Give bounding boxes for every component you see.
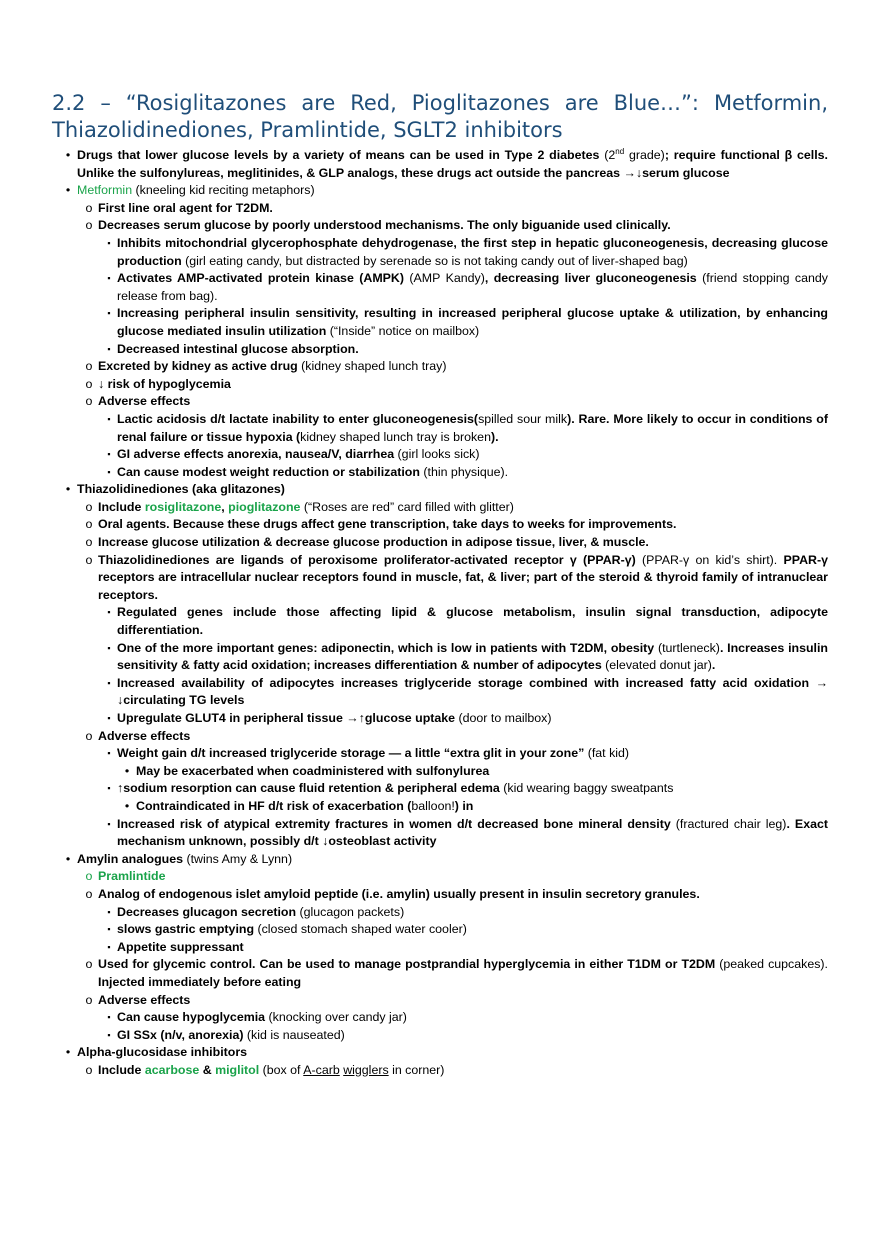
list-item <box>0 956 880 991</box>
adverse-text: . Exact mechanism unknown, possibly d/t ↓osteoblast activity <box>117 816 828 849</box>
list-item <box>0 728 880 746</box>
mnemonic: spilled sour milk <box>478 411 568 426</box>
drug-name-metformin: Metformin <box>77 183 133 198</box>
section-heading-agi: Alpha-glucosidase inhibitors <box>77 1045 248 1060</box>
notes-body <box>0 147 880 1079</box>
mnemonic: (kidney shaped lunch tray) <box>297 359 447 374</box>
list-item <box>0 534 880 552</box>
intro-grade: (2 <box>599 148 616 162</box>
mnemonic: (AMP Kandy) <box>404 271 485 286</box>
drug-name-pioglitazone: pioglitazone <box>228 499 301 514</box>
gene-text: . Increases insulin sensitivity & fatty acid oxidation; increases differentiation & number of adipocytes <box>117 640 828 673</box>
list-item <box>0 992 880 1010</box>
include-label: Include <box>98 1062 145 1077</box>
page-title: 2.2 – “Rosiglitazones are Red, Pioglitazones are Blue…”: Metformin, Thiazolidinediones, Pramlintide, SGLT2 inhibitors <box>52 91 828 142</box>
adverse-subtext: May be exacerbated when coadministered with sulfonylurea <box>136 763 490 778</box>
amylin-analog: Analog of endogenous islet amyloid peptide (i.e. amylin) usually present in insulin secretory granules. <box>98 886 700 901</box>
list-item <box>0 710 880 728</box>
adverse-text: GI adverse effects anorexia, nausea/V, diarrhea <box>117 447 395 462</box>
adverse-text: ↑sodium resorption can cause fluid retention & peripheral edema <box>117 781 500 796</box>
bullet-icon <box>82 516 96 534</box>
effect-text: slows gastric emptying <box>117 922 255 937</box>
list-item <box>0 516 880 534</box>
list-item <box>0 341 880 359</box>
list-item <box>0 798 880 816</box>
list-item <box>0 270 880 305</box>
excretion-text: Excreted by kidney as active drug <box>98 359 298 374</box>
list-item <box>0 464 880 482</box>
separator: & <box>199 1062 216 1077</box>
mnemonic: (knocking over candy jar) <box>265 1010 407 1025</box>
tzd-ligand: Thiazolidinediones are ligands of peroxisome proliferator-activated receptor γ (PPAR-γ) <box>98 552 636 567</box>
intro-text: Drugs that lower glucose levels by a variety of means can be used in Type 2 diabetes <box>77 148 600 162</box>
drug-name-miglitol: miglitol <box>215 1062 260 1077</box>
bullet-icon <box>82 499 96 517</box>
list-item <box>0 376 880 394</box>
list-item <box>0 851 880 869</box>
gene-text: Upregulate GLUT4 in peripheral tissue →↑glucose uptake <box>117 711 456 725</box>
mnemonic-underlined: A-carb <box>303 1062 340 1077</box>
bullet-icon <box>61 851 75 869</box>
mnemonic: (girl eating candy, but distracted by serenade so is not taking candy out of liver-shaped bag) <box>181 253 688 268</box>
list-item <box>0 147 880 182</box>
bullet-icon <box>82 552 96 570</box>
bullet-icon <box>82 393 96 411</box>
hypoglycemia-risk: ↓ risk of hypoglycemia <box>98 376 231 391</box>
mnemonic: (twins Amy & Lynn) <box>183 851 293 866</box>
list-item <box>0 411 880 446</box>
bullet-icon <box>102 1027 116 1045</box>
mnemonic: (kid wearing baggy sweatpants <box>499 781 674 796</box>
bullet-icon <box>102 1009 116 1027</box>
mechanism-text: Inhibits mitochondrial glycerophosphate dehydrogenase, the first step in hepatic gluconeogenesis, decreasing glucose production <box>117 235 828 268</box>
intro-sup: nd <box>615 146 625 156</box>
bullet-icon <box>82 534 96 552</box>
tzd-receptor: PPAR-γ receptors are intracellular nuclear receptors found in muscle, fat, & liver; part of the steroid & thyroid family of intranuclear receptors. <box>98 552 828 602</box>
mnemonic: (friend stopping candy release from bag). <box>117 271 828 303</box>
drug-name-rosiglitazone: rosiglitazone <box>144 499 222 514</box>
list-item <box>0 499 880 517</box>
mnemonic: kidney shaped lunch tray is broken <box>300 429 491 444</box>
mnemonic: (box of <box>259 1062 304 1077</box>
bullet-icon <box>61 1044 75 1062</box>
mnemonic: (PPAR-γ on kid’s shirt). <box>635 552 778 567</box>
section-heading-amylin: Amylin analogues <box>77 851 184 866</box>
adverse-text: Can cause hypoglycemia <box>117 1010 266 1025</box>
list-item <box>0 939 880 957</box>
mnemonic: (kid is nauseated) <box>243 1027 345 1042</box>
adverse-text: Weight gain d/t increased triglyceride storage — a little “extra glit in your zone” <box>117 746 585 761</box>
adverse-text: Increased risk of atypical extremity fractures in women d/t decreased bone mineral density <box>117 816 671 831</box>
gene-text: Increased availability of adipocytes increases triglyceride storage combined with increased fatty acid oxidation → ↓circulating TG levels <box>117 675 828 708</box>
list-item <box>0 921 880 939</box>
adverse-effects-heading: Adverse effects <box>98 992 191 1007</box>
list-item <box>0 358 880 376</box>
bullet-icon <box>102 446 116 464</box>
mnemonic: (fractured chair leg) <box>670 816 787 831</box>
bullet-icon <box>102 270 116 288</box>
drug-name-acarbose: acarbose <box>144 1062 200 1077</box>
mnemonic: (door to mailbox) <box>455 711 552 725</box>
metformin-mechanism: Decreases serum glucose by poorly understood mechanisms. The only biguanide used clinically. <box>98 218 671 233</box>
list-item <box>0 305 880 340</box>
mechanism-text: Activates AMP-activated protein kinase (AMPK) <box>117 271 404 286</box>
bullet-icon <box>61 147 75 165</box>
tzd-oral: Oral agents. Because these drugs affect gene transcription, take days to weeks for improvements. <box>98 517 677 532</box>
adverse-text: Can cause modest weight reduction or stabilization <box>117 464 420 479</box>
list-item <box>0 675 880 710</box>
bullet-icon <box>102 780 116 798</box>
adverse-text: ). Rare. More likely to occur in conditions of renal failure or tissue hypoxia ( <box>117 411 828 444</box>
bullet-icon <box>102 411 116 429</box>
list-item <box>0 235 880 270</box>
bullet-icon <box>102 305 116 323</box>
list-item <box>0 182 880 200</box>
list-item <box>0 393 880 411</box>
include-label: Include <box>98 499 145 514</box>
bullet-icon <box>102 675 116 693</box>
bullet-icon <box>102 904 116 922</box>
bullet-icon <box>82 376 96 394</box>
list-item <box>0 745 880 763</box>
bullet-icon <box>82 868 96 886</box>
bullet-icon <box>102 640 116 658</box>
bullet-icon <box>82 217 96 235</box>
list-item <box>0 640 880 675</box>
list-item <box>0 446 880 464</box>
mnemonic: (peaked cupcakes). <box>715 957 828 972</box>
list-item <box>0 481 880 499</box>
mnemonic: (girl looks sick) <box>394 447 480 462</box>
bullet-icon <box>102 235 116 253</box>
gene-text: . <box>711 658 716 673</box>
bullet-icon <box>82 886 96 904</box>
list-item <box>0 868 880 886</box>
use-text: Used for glycemic control. Can be used to manage postprandial hyperglycemia in either T1DM or T2DM <box>98 957 716 972</box>
mechanism-text: Decreased intestinal glucose absorption. <box>117 341 359 356</box>
list-item <box>0 904 880 922</box>
list-item <box>0 552 880 605</box>
adverse-subtext: Contraindicated in HF d/t risk of exacerbation ( <box>136 798 412 813</box>
list-item <box>0 217 880 235</box>
bullet-icon <box>61 182 75 200</box>
bullet-icon <box>102 341 116 359</box>
bullet-icon <box>102 464 116 482</box>
bullet-icon <box>61 481 75 499</box>
drug-name-pramlintide: Pramlintide <box>98 869 166 884</box>
bullet-icon <box>102 939 116 957</box>
bullet-icon <box>82 1062 96 1080</box>
bullet-icon <box>82 992 96 1010</box>
mnemonic: (thin physique). <box>419 464 509 479</box>
mechanism-text: Increasing peripheral insulin sensitivity, resulting in increased peripheral glucose uptake & utilization, by enhancing glucose mediated insulin utilization <box>117 306 828 338</box>
bullet-icon <box>102 745 116 763</box>
list-item <box>0 763 880 781</box>
bullet-icon <box>120 763 134 781</box>
adverse-text: GI SSx (n/v, anorexia) <box>117 1027 244 1042</box>
list-item <box>0 1062 880 1080</box>
bullet-icon <box>102 604 116 622</box>
adverse-text: Lactic acidosis d/t lactate inability to enter gluconeogenesis( <box>117 411 479 426</box>
mnemonic: (turtleneck) <box>654 640 720 655</box>
list-item <box>0 886 880 904</box>
use-text: Injected immediately before eating <box>98 974 302 989</box>
effect-text: Appetite suppressant <box>117 939 244 954</box>
bullet-icon <box>82 956 96 974</box>
mnemonic: (fat kid) <box>584 746 630 761</box>
adverse-effects-heading: Adverse effects <box>98 394 191 409</box>
separator: , <box>221 499 229 514</box>
bullet-icon <box>82 358 96 376</box>
list-item <box>0 816 880 851</box>
list-item <box>0 1044 880 1062</box>
list-item <box>0 604 880 639</box>
metformin-first-line: First line oral agent for T2DM. <box>98 200 273 215</box>
section-heading-tzd: Thiazolidinediones (aka glitazones) <box>77 482 285 497</box>
list-item <box>0 1027 880 1045</box>
effect-text: Decreases glucagon secretion <box>117 904 297 919</box>
bullet-icon <box>102 921 116 939</box>
adverse-text: ). <box>490 429 499 444</box>
tzd-increase: Increase glucose utilization & decrease glucose production in adipose tissue, liver, & muscle. <box>98 535 649 550</box>
mnemonic: (“Inside” notice on mailbox) <box>326 323 480 338</box>
bullet-icon <box>102 710 116 728</box>
bullet-icon <box>82 728 96 746</box>
intro-text-2: ; require functional β cells. Unlike the sulfonylureas, meglitinides, & GLP analogs, these drugs act outside the pancreas →↓serum glucose <box>77 148 828 180</box>
mnemonic: in corner) <box>388 1062 445 1077</box>
intro-grade-end: grade) <box>624 148 665 162</box>
bullet-icon <box>120 798 134 816</box>
adverse-subtext: ) in <box>454 798 474 813</box>
mnemonic: (kneeling kid reciting metaphors) <box>132 183 315 198</box>
mnemonic: (closed stomach shaped water cooler) <box>254 922 467 937</box>
adverse-effects-heading: Adverse effects <box>98 728 191 743</box>
mnemonic: balloon! <box>411 798 455 813</box>
bullet-icon <box>102 816 116 834</box>
list-item <box>0 1009 880 1027</box>
gene-text: One of the more important genes: adiponectin, which is low in patients with T2DM, obesity <box>117 640 655 655</box>
mechanism-text: , decreasing liver gluconeogenesis <box>484 271 697 286</box>
mnemonic: (elevated donut jar) <box>601 658 712 673</box>
list-item <box>0 780 880 798</box>
bullet-icon <box>82 200 96 218</box>
mnemonic: (glucagon packets) <box>296 904 405 919</box>
mnemonic: (“Roses are red” card filled with glitter) <box>300 499 514 514</box>
mnemonic-underlined: wigglers <box>343 1062 389 1077</box>
gene-text: Regulated genes include those affecting lipid & glucose metabolism, insulin signal transduction, adipocyte differentiation. <box>117 605 828 638</box>
list-item <box>0 200 880 218</box>
